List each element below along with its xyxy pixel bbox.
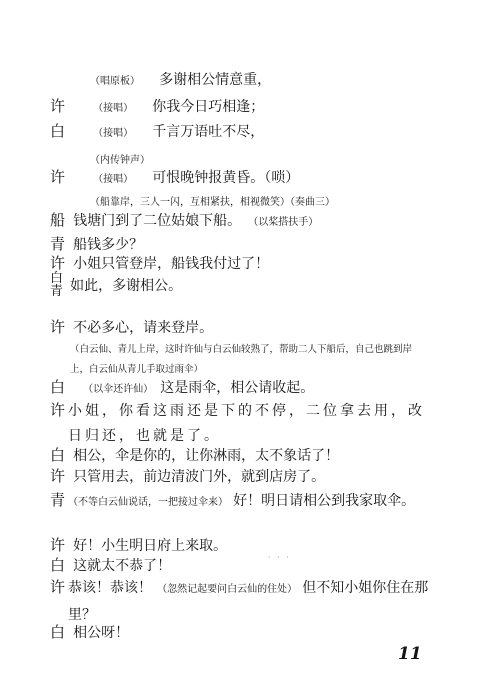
speaker-label: 许 (50, 254, 66, 272)
dialogue: 这就太不恭了！ (73, 558, 172, 574)
speaker-label: 白 (50, 446, 66, 464)
dialogue: 如此，多谢相公。 (70, 278, 183, 294)
stage-direction: （唱原板） (90, 76, 140, 87)
speaker-label: 白 (50, 122, 66, 140)
dialogue: 相公呀！ (73, 625, 130, 641)
stage-direction: （接唱） (93, 174, 134, 185)
dialogue: 好！小生明日府上来取。 (73, 538, 228, 554)
dialogue: 不必多心，请来登岸。 (73, 320, 214, 336)
dialogue: 这是雨伞，相公请收起。 (160, 380, 315, 396)
dialogue: 小姐，你看这雨还是下的不停，二位拿去用，改日归还，也就是了。 (68, 403, 426, 444)
dialogue: 只管用去，前边清波门外，就到店房了。 (73, 469, 326, 485)
stage-direction: （不等白云仙说话，一把接过伞来） (68, 497, 229, 508)
script-line (50, 252, 269, 273)
speaker-label: 许 (50, 318, 66, 336)
stage-direction: （接唱） (93, 128, 134, 139)
speaker-label: 青 (50, 235, 66, 253)
speaker-label: 许 (50, 401, 66, 419)
speaker-label: 白 青 (50, 271, 64, 299)
dialogue: 钱塘门到了二位姑娘下船。 (73, 213, 242, 229)
speaker-label: 许 (50, 578, 66, 596)
script-line (50, 534, 227, 555)
dialogue: 船钱多少？ (73, 237, 144, 253)
dialogue: 千言万语吐不尽， (152, 124, 265, 140)
speaker-label: 白 (50, 623, 66, 641)
speaker-label: 许 (50, 97, 66, 115)
stage-direction: （内传钟声） (90, 155, 150, 166)
dialogue: 多谢相公情意重， (159, 72, 272, 88)
dialogue: 恭该！恭该！ (68, 580, 153, 596)
stage-direction: （以桨搭扶手） (248, 217, 319, 228)
dialogue: 小姐只管登岸，船钱我付过了！ (73, 256, 270, 272)
stage-direction: （接唱） (93, 103, 134, 114)
stage-direction: （以伞还许仙） (83, 384, 154, 395)
speaker-label: 青 (50, 491, 66, 509)
speaker-label: 许 (50, 168, 66, 186)
script-line (50, 233, 143, 254)
script-line (50, 575, 430, 627)
stage-direction: （白云仙、青儿上岸，这时许仙与白云仙较熟了，帮助二人下船后，自己也跳到岸上，白云仙从青儿手取过雨伞） (70, 344, 413, 375)
script-line (90, 148, 150, 167)
script-line (50, 209, 318, 230)
script-line (50, 272, 182, 298)
script-line (50, 465, 325, 486)
script-line (50, 316, 213, 337)
dialogue: 可恨晚钟报黄昏。（唢） (152, 170, 300, 186)
speaker-label: 白 (50, 378, 66, 396)
dialogue: 但不知小姐你住在那里？ (68, 580, 429, 623)
speaker-label: 许 (50, 467, 66, 485)
script-line (50, 488, 430, 536)
script-line (50, 398, 430, 448)
dialogue: 好！明日请相公到我家取伞。 (233, 493, 416, 509)
stage-direction: （船靠岸，三人一闪，互相紧扶，相视微笑）（奏曲三） (90, 197, 335, 208)
script-line (70, 338, 430, 378)
speaker-label: 白 (50, 556, 66, 574)
ellipsis-mark: · · · (268, 553, 291, 562)
script-line (90, 190, 335, 209)
script-line (50, 554, 171, 575)
speaker-label: 船 (50, 211, 66, 229)
script-line (50, 120, 264, 141)
dialogue: 你我今日巧相逢； (152, 99, 265, 115)
script-line (50, 95, 264, 116)
stage-direction: （忽然记起要问白云仙的住处） (157, 584, 298, 595)
script-line (50, 444, 339, 465)
dialogue: 相公，伞是你的，让你淋雨，太不象话了！ (73, 448, 340, 464)
script-line (50, 166, 299, 187)
script-line (90, 69, 271, 89)
script-line (50, 376, 314, 397)
speaker-label: 许 (50, 536, 66, 554)
page-number: 11 (398, 644, 422, 664)
script-line (50, 621, 129, 642)
